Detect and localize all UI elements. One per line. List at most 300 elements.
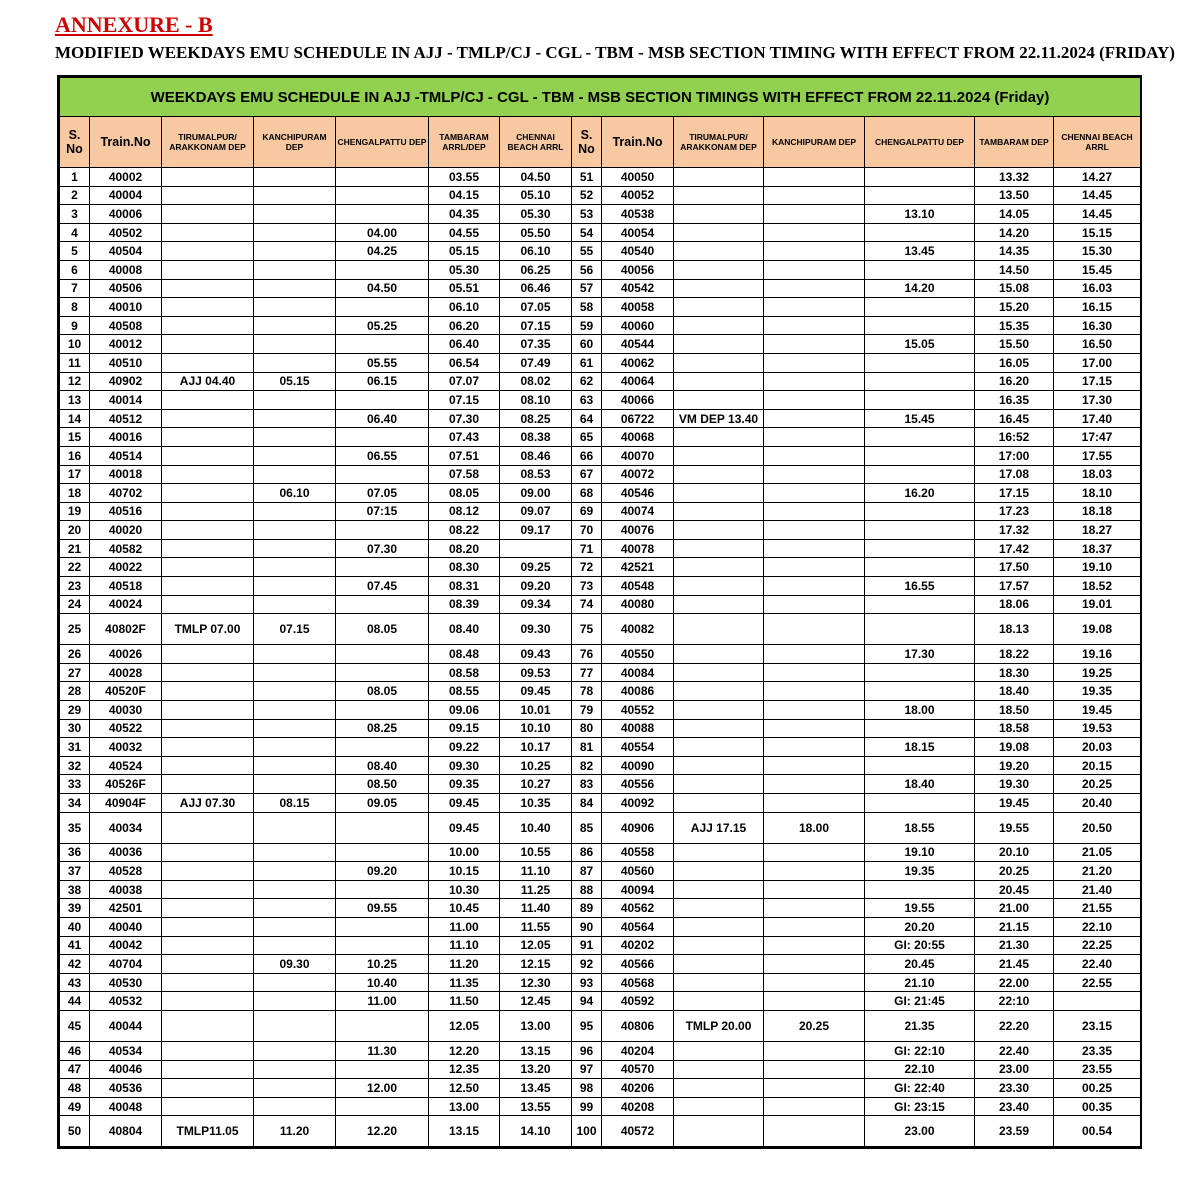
table-cell: 18.30 xyxy=(975,663,1054,682)
table-cell xyxy=(865,880,975,899)
table-cell xyxy=(162,279,254,298)
table-cell: 13.45 xyxy=(865,242,975,261)
table-cell xyxy=(674,577,764,596)
table-cell xyxy=(162,409,254,428)
table-cell xyxy=(336,595,429,614)
table-cell: 15.45 xyxy=(1054,260,1141,279)
table-cell: 00.35 xyxy=(1054,1097,1141,1116)
table-cell: 40554 xyxy=(602,738,674,757)
table-cell: 09.17 xyxy=(500,521,572,540)
table-cell xyxy=(254,279,336,298)
table-cell xyxy=(162,663,254,682)
table-cell xyxy=(254,260,336,279)
table-cell xyxy=(336,260,429,279)
table-cell: 04.50 xyxy=(500,168,572,187)
table-cell: 22.40 xyxy=(975,1041,1054,1060)
table-cell: 40054 xyxy=(602,223,674,242)
table-cell: 10.27 xyxy=(500,775,572,794)
table-cell xyxy=(674,242,764,261)
table-cell xyxy=(336,186,429,205)
table-cell: 18.18 xyxy=(1054,502,1141,521)
table-cell: 17.57 xyxy=(975,577,1054,596)
table-cell: 14.20 xyxy=(865,279,975,298)
table-cell xyxy=(254,645,336,664)
table-cell xyxy=(865,521,975,540)
table-cell: 40542 xyxy=(602,279,674,298)
table-cell xyxy=(674,663,764,682)
table-cell: 40088 xyxy=(602,719,674,738)
table-cell xyxy=(865,223,975,242)
table-cell: 06.54 xyxy=(429,353,500,372)
table-cell: 04.15 xyxy=(429,186,500,205)
table-cell: 16.35 xyxy=(975,391,1054,410)
table-cell: 12.00 xyxy=(336,1079,429,1098)
table-cell: 10.40 xyxy=(336,973,429,992)
table-cell xyxy=(336,428,429,447)
table-cell: 20.15 xyxy=(1054,756,1141,775)
table-cell: TMLP 07.00 xyxy=(162,614,254,645)
table-cell: 08.02 xyxy=(500,372,572,391)
table-cell: 40572 xyxy=(602,1116,674,1147)
table-cell xyxy=(764,1060,865,1079)
table-row xyxy=(60,465,1141,484)
table-cell: 80 xyxy=(572,719,602,738)
table-cell xyxy=(162,353,254,372)
table-row xyxy=(60,775,1141,794)
table-cell xyxy=(674,260,764,279)
table-cell: 28 xyxy=(60,682,90,701)
table-cell: 39 xyxy=(60,899,90,918)
table-cell xyxy=(674,539,764,558)
table-row xyxy=(60,484,1141,503)
table-cell xyxy=(764,756,865,775)
table-cell: 40080 xyxy=(602,595,674,614)
table-cell: 8 xyxy=(60,298,90,317)
table-row xyxy=(60,1041,1141,1060)
table-cell: 21.05 xyxy=(1054,843,1141,862)
table-cell xyxy=(865,446,975,465)
schedule-table-container xyxy=(57,75,1142,1149)
table-cell: 40032 xyxy=(90,738,162,757)
table-cell: 07.15 xyxy=(500,316,572,335)
table-cell: 40536 xyxy=(90,1079,162,1098)
table-cell: 19 xyxy=(60,502,90,521)
table-cell: 23.15 xyxy=(1054,1010,1141,1041)
table-cell: 19.16 xyxy=(1054,645,1141,664)
table-cell xyxy=(254,242,336,261)
table-cell: 20.50 xyxy=(1054,812,1141,843)
table-cell xyxy=(764,502,865,521)
table-cell: 21.10 xyxy=(865,973,975,992)
table-cell: 07.15 xyxy=(254,614,336,645)
table-cell: 89 xyxy=(572,899,602,918)
table-cell: 19.01 xyxy=(1054,595,1141,614)
table-cell xyxy=(162,899,254,918)
table-cell: 11.50 xyxy=(429,992,500,1011)
table-cell: 40202 xyxy=(602,936,674,955)
table-cell xyxy=(674,372,764,391)
table-cell: 18.37 xyxy=(1054,539,1141,558)
table-cell: GI: 22:40 xyxy=(865,1079,975,1098)
table-cell: 76 xyxy=(572,645,602,664)
table-cell xyxy=(674,558,764,577)
table-cell xyxy=(162,577,254,596)
table-cell: 21.40 xyxy=(1054,880,1141,899)
header-sno: S. No xyxy=(60,117,90,168)
table-cell: 18.27 xyxy=(1054,521,1141,540)
table-cell xyxy=(674,862,764,881)
table-cell: 11.55 xyxy=(500,917,572,936)
table-cell xyxy=(764,1041,865,1060)
table-cell: 15.30 xyxy=(1054,242,1141,261)
table-cell xyxy=(254,521,336,540)
table-cell: 11.00 xyxy=(429,917,500,936)
table-cell: 90 xyxy=(572,917,602,936)
table-cell: 42521 xyxy=(602,558,674,577)
table-cell: 11.20 xyxy=(254,1116,336,1147)
table-cell: 61 xyxy=(572,353,602,372)
table-cell: 40520F xyxy=(90,682,162,701)
table-cell xyxy=(162,645,254,664)
table-cell: 98 xyxy=(572,1079,602,1098)
table-cell xyxy=(865,168,975,187)
table-cell: 18 xyxy=(60,484,90,503)
table-cell: 40026 xyxy=(90,645,162,664)
table-row xyxy=(60,738,1141,757)
table-cell: 16.20 xyxy=(865,484,975,503)
table-cell: 96 xyxy=(572,1041,602,1060)
table-cell: 22.55 xyxy=(1054,973,1141,992)
table-cell xyxy=(674,316,764,335)
table-cell xyxy=(254,502,336,521)
table-cell: 32 xyxy=(60,756,90,775)
table-cell: 19.45 xyxy=(975,794,1054,813)
table-cell xyxy=(336,843,429,862)
table-cell: AJJ 04.40 xyxy=(162,372,254,391)
table-cell xyxy=(162,484,254,503)
table-cell: 40092 xyxy=(602,794,674,813)
table-cell: 09.20 xyxy=(500,577,572,596)
table-cell: 08.30 xyxy=(429,558,500,577)
table-cell: 20.40 xyxy=(1054,794,1141,813)
table-cell: 06722 xyxy=(602,409,674,428)
table-cell xyxy=(162,502,254,521)
table-cell xyxy=(764,298,865,317)
table-cell: 40538 xyxy=(602,205,674,224)
table-row xyxy=(60,558,1141,577)
table-row xyxy=(60,645,1141,664)
table-cell: 19.20 xyxy=(975,756,1054,775)
table-cell: 40534 xyxy=(90,1041,162,1060)
table-cell: 40512 xyxy=(90,409,162,428)
table-row xyxy=(60,936,1141,955)
table-cell: 60 xyxy=(572,335,602,354)
table-cell xyxy=(674,1116,764,1147)
table-cell: 22.25 xyxy=(1054,936,1141,955)
table-cell xyxy=(674,992,764,1011)
table-cell xyxy=(162,465,254,484)
table-cell xyxy=(674,502,764,521)
table-cell: 16:52 xyxy=(975,428,1054,447)
table-cell: 52 xyxy=(572,186,602,205)
table-row xyxy=(60,298,1141,317)
table-cell: 10.35 xyxy=(500,794,572,813)
table-cell: 06.10 xyxy=(500,242,572,261)
table-cell xyxy=(865,186,975,205)
table-cell: 15.20 xyxy=(975,298,1054,317)
table-cell xyxy=(865,539,975,558)
table-cell: 19.45 xyxy=(1054,701,1141,720)
table-cell xyxy=(764,428,865,447)
table-cell: 18.55 xyxy=(865,812,975,843)
table-cell: 04.50 xyxy=(336,279,429,298)
table-cell: 49 xyxy=(60,1097,90,1116)
table-cell xyxy=(674,775,764,794)
table-cell: 17.40 xyxy=(1054,409,1141,428)
table-cell: 18.10 xyxy=(1054,484,1141,503)
table-cell: 07.07 xyxy=(429,372,500,391)
table-cell: 6 xyxy=(60,260,90,279)
table-cell: 09.35 xyxy=(429,775,500,794)
table-title: WEEKDAYS EMU SCHEDULE IN AJJ -TMLP/CJ - CGL - TBM - MSB SECTION TIMINGS WITH EFFECT FROM 22.11.2024 (Friday) xyxy=(60,78,1141,117)
table-cell xyxy=(336,701,429,720)
table-cell: 18.58 xyxy=(975,719,1054,738)
table-cell xyxy=(254,973,336,992)
table-cell: 19.55 xyxy=(865,899,975,918)
table-cell: 14.45 xyxy=(1054,205,1141,224)
table-cell: 27 xyxy=(60,663,90,682)
table-cell xyxy=(254,1060,336,1079)
table-cell: 14.10 xyxy=(500,1116,572,1147)
table-cell: 08.25 xyxy=(500,409,572,428)
table-cell: 05.15 xyxy=(254,372,336,391)
table-cell: 40806 xyxy=(602,1010,674,1041)
table-cell: 47 xyxy=(60,1060,90,1079)
table-cell: 18.52 xyxy=(1054,577,1141,596)
table-cell xyxy=(162,812,254,843)
table-cell: 40510 xyxy=(90,353,162,372)
table-cell: 08.53 xyxy=(500,465,572,484)
table-cell xyxy=(674,880,764,899)
table-cell: 09.45 xyxy=(429,812,500,843)
header-kanchipuram-dep: KANCHIPURAM DEP xyxy=(254,117,336,168)
table-cell: 07.58 xyxy=(429,465,500,484)
table-cell: 66 xyxy=(572,446,602,465)
table-cell: 07.51 xyxy=(429,446,500,465)
table-cell: 43 xyxy=(60,973,90,992)
table-cell: TMLP11.05 xyxy=(162,1116,254,1147)
table-cell: 68 xyxy=(572,484,602,503)
table-cell: 40022 xyxy=(90,558,162,577)
table-cell: 40020 xyxy=(90,521,162,540)
table-cell: 44 xyxy=(60,992,90,1011)
table-row xyxy=(60,756,1141,775)
table-cell: 86 xyxy=(572,843,602,862)
table-cell xyxy=(162,539,254,558)
table-cell xyxy=(336,880,429,899)
table-cell xyxy=(254,335,336,354)
table-cell: 40704 xyxy=(90,955,162,974)
table-cell xyxy=(254,539,336,558)
table-row xyxy=(60,242,1141,261)
table-cell: GI: 23:15 xyxy=(865,1097,975,1116)
table-cell: 17.30 xyxy=(1054,391,1141,410)
table-cell xyxy=(162,558,254,577)
table-cell xyxy=(764,917,865,936)
table-cell: 06.55 xyxy=(336,446,429,465)
table-cell: 23.35 xyxy=(1054,1041,1141,1060)
table-cell xyxy=(162,701,254,720)
table-cell: 40058 xyxy=(602,298,674,317)
table-cell: 10.01 xyxy=(500,701,572,720)
table-cell xyxy=(162,738,254,757)
table-cell xyxy=(674,353,764,372)
table-cell: 93 xyxy=(572,973,602,992)
table-row xyxy=(60,205,1141,224)
table-cell: 08.48 xyxy=(429,645,500,664)
table-cell: 40086 xyxy=(602,682,674,701)
table-cell: 40546 xyxy=(602,484,674,503)
table-cell xyxy=(162,756,254,775)
table-cell: 09.05 xyxy=(336,794,429,813)
table-cell: 14.20 xyxy=(975,223,1054,242)
table-cell: 40568 xyxy=(602,973,674,992)
table-cell: 23 xyxy=(60,577,90,596)
table-cell: 40 xyxy=(60,917,90,936)
table-cell xyxy=(336,936,429,955)
table-cell xyxy=(764,663,865,682)
table-cell: 40046 xyxy=(90,1060,162,1079)
table-cell xyxy=(865,372,975,391)
table-cell: 18.40 xyxy=(975,682,1054,701)
table-cell: 05.55 xyxy=(336,353,429,372)
table-cell: 15.45 xyxy=(865,409,975,428)
table-cell: 11.25 xyxy=(500,880,572,899)
table-cell: 15.50 xyxy=(975,335,1054,354)
table-cell: 45 xyxy=(60,1010,90,1041)
table-cell: 88 xyxy=(572,880,602,899)
table-row xyxy=(60,539,1141,558)
table-cell xyxy=(764,521,865,540)
table-cell: 05.30 xyxy=(429,260,500,279)
table-cell: 08.39 xyxy=(429,595,500,614)
table-row xyxy=(60,316,1141,335)
table-cell: 40556 xyxy=(602,775,674,794)
table-cell: 17.50 xyxy=(975,558,1054,577)
table-cell xyxy=(764,260,865,279)
table-cell xyxy=(162,391,254,410)
table-cell xyxy=(336,1097,429,1116)
table-cell xyxy=(254,353,336,372)
table-cell: 70 xyxy=(572,521,602,540)
table-cell xyxy=(162,936,254,955)
table-cell: 21.20 xyxy=(1054,862,1141,881)
table-cell: 20.25 xyxy=(1054,775,1141,794)
table-cell: 13.00 xyxy=(500,1010,572,1041)
table-row xyxy=(60,955,1141,974)
table-cell xyxy=(162,446,254,465)
table-cell xyxy=(162,521,254,540)
table-cell: 40014 xyxy=(90,391,162,410)
table-cell: 14 xyxy=(60,409,90,428)
table-cell: 09.55 xyxy=(336,899,429,918)
table-cell: 67 xyxy=(572,465,602,484)
table-cell xyxy=(254,1097,336,1116)
table-cell xyxy=(336,738,429,757)
table-cell xyxy=(764,794,865,813)
table-cell: 11.40 xyxy=(500,899,572,918)
table-cell xyxy=(674,917,764,936)
table-cell: 40008 xyxy=(90,260,162,279)
table-cell: 94 xyxy=(572,992,602,1011)
table-cell: 12.05 xyxy=(500,936,572,955)
table-cell: 08.22 xyxy=(429,521,500,540)
table-cell: 08.55 xyxy=(429,682,500,701)
table-cell: 40504 xyxy=(90,242,162,261)
table-cell xyxy=(674,205,764,224)
header-tirumalpur-arakkonam-dep: TIRUMALPUR/ ARAKKONAM DEP xyxy=(162,117,254,168)
table-cell: 19.53 xyxy=(1054,719,1141,738)
table-cell: 16.45 xyxy=(975,409,1054,428)
table-row xyxy=(60,577,1141,596)
table-cell: 5 xyxy=(60,242,90,261)
table-cell: 75 xyxy=(572,614,602,645)
table-cell: 40038 xyxy=(90,880,162,899)
table-cell: 17.42 xyxy=(975,539,1054,558)
table-cell: 14.27 xyxy=(1054,168,1141,187)
table-cell xyxy=(162,843,254,862)
table-cell: 40048 xyxy=(90,1097,162,1116)
table-cell: 15 xyxy=(60,428,90,447)
table-cell: 22.10 xyxy=(865,1060,975,1079)
table-cell: 06.15 xyxy=(336,372,429,391)
table-cell xyxy=(162,862,254,881)
table-cell xyxy=(674,446,764,465)
table-row xyxy=(60,614,1141,645)
table-cell: 3 xyxy=(60,205,90,224)
table-cell xyxy=(674,843,764,862)
table-cell: 21.35 xyxy=(865,1010,975,1041)
table-cell: 40070 xyxy=(602,446,674,465)
table-row xyxy=(60,843,1141,862)
table-cell xyxy=(674,279,764,298)
table-cell xyxy=(764,558,865,577)
table-cell: 91 xyxy=(572,936,602,955)
document-subtitle: MODIFIED WEEKDAYS EMU SCHEDULE IN AJJ - TMLP/CJ - CGL - TBM - MSB SECTION TIMING WITH EFFECT FROM 22.11.2024 (FRIDAY) xyxy=(55,43,1175,62)
table-cell: 10 xyxy=(60,335,90,354)
table-row xyxy=(60,168,1141,187)
table-cell: 09.15 xyxy=(429,719,500,738)
table-cell xyxy=(865,682,975,701)
table-cell: 40530 xyxy=(90,973,162,992)
table-cell: 20.25 xyxy=(764,1010,865,1041)
table-cell xyxy=(674,1041,764,1060)
table-cell xyxy=(865,465,975,484)
table-cell: 18.13 xyxy=(975,614,1054,645)
table-cell: 40516 xyxy=(90,502,162,521)
table-cell xyxy=(674,645,764,664)
table-cell: 07.45 xyxy=(336,577,429,596)
header-kanchipuram-dep-2: KANCHIPURAM DEP xyxy=(764,117,865,168)
table-cell: 37 xyxy=(60,862,90,881)
table-cell: 33 xyxy=(60,775,90,794)
table-cell: 11.00 xyxy=(336,992,429,1011)
table-cell: 17.23 xyxy=(975,502,1054,521)
table-cell: 40078 xyxy=(602,539,674,558)
table-cell: 05.50 xyxy=(500,223,572,242)
table-cell xyxy=(674,701,764,720)
table-cell: 40036 xyxy=(90,843,162,862)
